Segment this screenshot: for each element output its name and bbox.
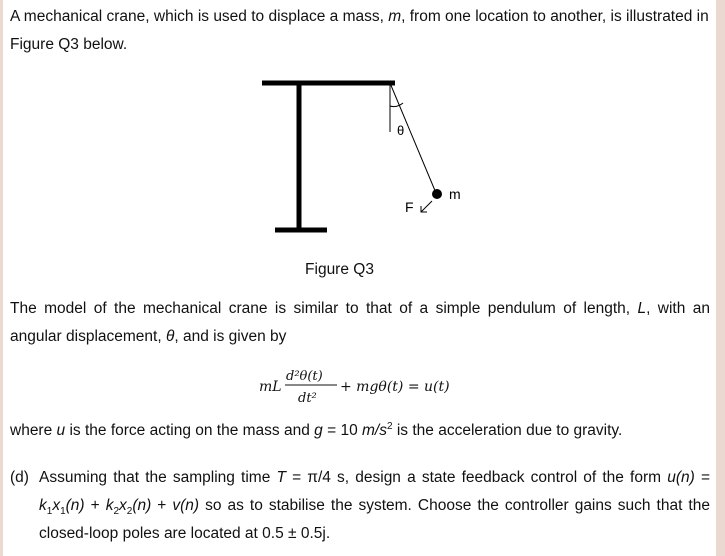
document-page — [3, 0, 716, 556]
g-symbol: g — [314, 422, 323, 439]
state-x1-sub: 1 — [60, 506, 66, 518]
unit-exponent: 2 — [386, 420, 393, 432]
force-arrow — [421, 201, 432, 212]
part-d-body — [39, 464, 710, 548]
equation-prefix: mL — [259, 379, 282, 395]
model-part3: , and is given by — [174, 328, 287, 345]
length-symbol: L — [637, 300, 647, 317]
angle-arc — [390, 103, 403, 107]
model-part2: , with an angular displacement, — [10, 300, 710, 345]
state-x2-arg: (n) — [132, 497, 152, 514]
equation-rest: + mgθ(t) = u(t) — [340, 379, 450, 395]
where-paragraph — [10, 417, 710, 445]
crane-figure — [3, 70, 716, 250]
part-d-t1: Assuming that the sampling time — [39, 469, 277, 486]
state-x1-arg: (n) — [65, 497, 85, 514]
u-symbol: u — [56, 422, 66, 439]
part-d-t6: so as to stabilise the system. Choose the controller gains such that the closed-loop poles are located at 0.5 ± 0.5j. — [39, 497, 710, 542]
force-label: F — [405, 199, 414, 215]
gain-k2: k — [105, 497, 114, 514]
intro-lead: A mechanical crane, which is used to displace a mass, — [10, 8, 389, 25]
reference-v-n: v(n) — [172, 497, 200, 514]
state-x2: x — [119, 497, 127, 514]
mass-symbol: m — [388, 8, 402, 25]
where-part2: is the force acting on the mass and — [65, 422, 315, 439]
theta-label: θ — [397, 123, 405, 138]
figure-caption: Figure Q3 — [305, 261, 374, 278]
part-d-t5: + — [151, 497, 173, 514]
mass-label: m — [449, 186, 461, 202]
where-part1: where — [10, 422, 57, 439]
state-x2-sub: 2 — [126, 506, 133, 518]
model-paragraph — [10, 295, 710, 351]
state-x1: x — [52, 497, 61, 514]
pendulum-mass — [432, 189, 442, 199]
equation-numerator: d²θ(t) — [286, 369, 323, 384]
control-u-n: u(n) — [667, 469, 695, 486]
part-d-label: (d) — [10, 469, 29, 486]
unit-m: m — [362, 422, 375, 439]
part-d-t4: + — [84, 497, 106, 514]
part-d-t2: = π/4 s, design a state feedback control of the form — [285, 469, 668, 486]
part-d-t3: = — [694, 469, 710, 486]
equation-denominator: dt² — [298, 391, 317, 406]
where-part3: = 10 — [322, 422, 362, 439]
pendulum-rope — [390, 83, 436, 193]
theta-symbol: θ — [165, 328, 175, 345]
gain-k1: k — [39, 497, 47, 514]
model-part1: The model of the mechanical crane is similar to that of a simple pendulum of length, — [10, 300, 638, 317]
question-part-d — [10, 464, 710, 548]
gain-k1-sub: 1 — [46, 506, 53, 518]
where-part4: is the acceleration due to gravity. — [392, 422, 623, 439]
sampling-time-symbol: T — [276, 469, 286, 486]
intro-tail: , from one location to another, is illustrated in Figure Q3 below. — [10, 8, 709, 53]
intro-paragraph — [10, 3, 710, 59]
unit-s: /s — [374, 422, 387, 439]
gain-k2-sub: 2 — [113, 506, 119, 518]
pendulum-equation — [3, 362, 716, 410]
